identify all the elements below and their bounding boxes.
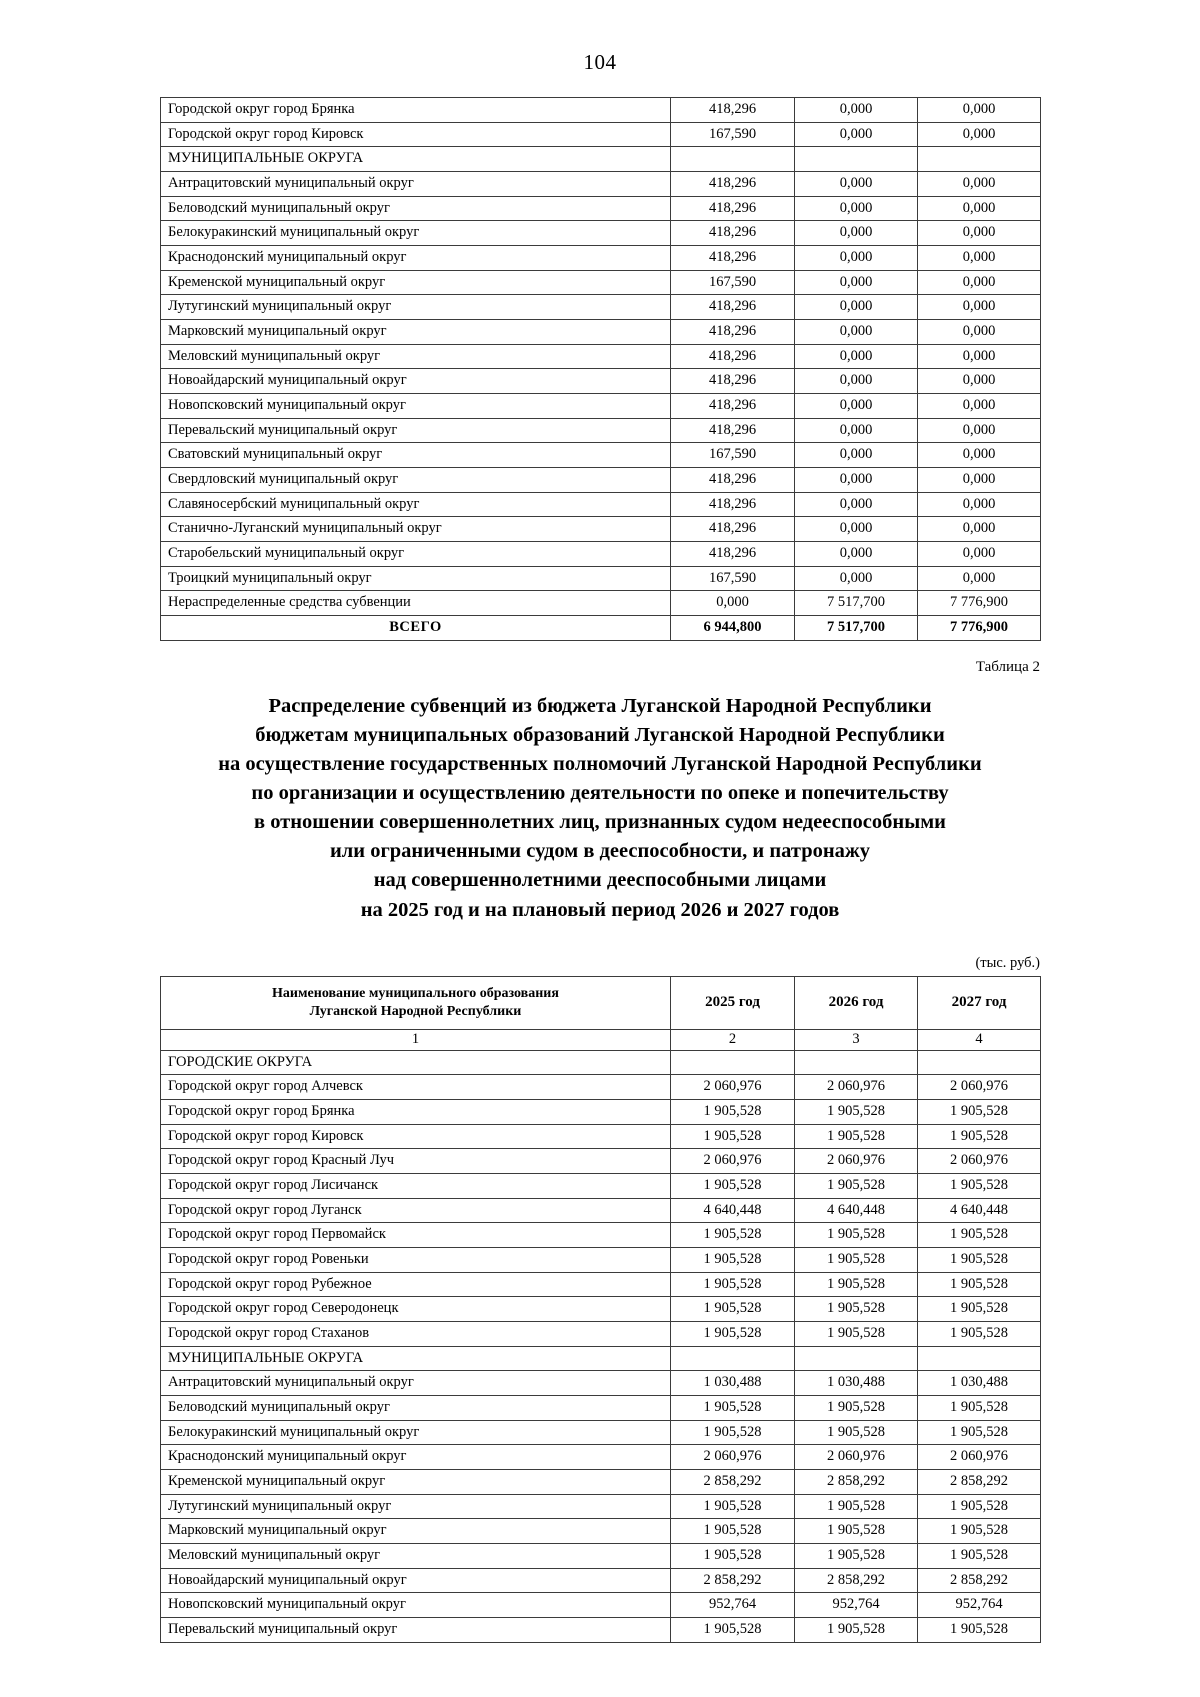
row-value-year-1: 952,764 [671,1593,795,1618]
subventions-table-2 [160,976,1041,1643]
row-value-year-3: 0,000 [918,394,1041,419]
table-2-label: Таблица 2 [975,658,1040,675]
row-value-year-1: 418,296 [671,468,795,493]
table-row [161,1544,1041,1569]
table-row [161,1297,1041,1322]
row-municipality-name: Марковский муниципальный округ [161,1519,671,1544]
row-value-year-3: 2 858,292 [918,1470,1041,1495]
row-value-year-3: 0,000 [918,172,1041,197]
row-value-year-3: 0,000 [918,468,1041,493]
row-municipality-name: Городской округ город Кировск [161,1124,671,1149]
row-value-year-1: 1 905,528 [671,1297,795,1322]
table-row [161,1346,1041,1371]
row-value-year-3: 0,000 [918,270,1041,295]
row-value-year-1: 2 060,976 [671,1149,795,1174]
row-value-year-2: 0,000 [795,443,918,468]
table-row [161,492,1041,517]
row-value-year-2: 1 030,488 [795,1371,918,1396]
row-value-year-3: 0,000 [918,320,1041,345]
row-value-year-2: 1 905,528 [795,1420,918,1445]
table-row [161,295,1041,320]
row-municipality-name: Городской округ город Луганск [161,1198,671,1223]
row-value-year-2: 0,000 [795,320,918,345]
row-value-year-2: 7 517,700 [795,616,918,641]
table-row [161,1272,1041,1297]
row-value-year-1: 418,296 [671,344,795,369]
table-row [161,344,1041,369]
row-value-year-3: 0,000 [918,122,1041,147]
row-value-year-2: 952,764 [795,1593,918,1618]
row-value-year-3: 0,000 [918,566,1041,591]
row-value-year-3: 2 858,292 [918,1568,1041,1593]
row-value-year-3: 0,000 [918,542,1041,567]
row-value-year-1: 1 905,528 [671,1248,795,1273]
row-value-year-3 [918,147,1041,172]
table-row [161,270,1041,295]
row-value-year-1: 418,296 [671,542,795,567]
header-year-2027: 2027 год [918,976,1041,1029]
row-value-year-3: 1 905,528 [918,1223,1041,1248]
row-value-year-3: 1 905,528 [918,1420,1041,1445]
row-value-year-1: 418,296 [671,246,795,271]
row-value-year-3: 1 905,528 [918,1174,1041,1199]
row-value-year-3: 0,000 [918,295,1041,320]
row-value-year-1: 418,296 [671,492,795,517]
row-municipality-name: Новопсковский муниципальный округ [161,394,671,419]
row-municipality-name: Беловодский муниципальный округ [161,1396,671,1421]
row-municipality-name: ВСЕГО [161,616,671,641]
table1-container [160,97,1040,641]
row-value-year-1: 418,296 [671,418,795,443]
row-value-year-2 [795,1050,918,1075]
row-municipality-name: Городской округ город Брянка [161,98,671,123]
row-value-year-2: 0,000 [795,394,918,419]
row-value-year-3 [918,1050,1041,1075]
row-value-year-3: 0,000 [918,492,1041,517]
row-value-year-3: 1 905,528 [918,1519,1041,1544]
title-line: бюджетам муниципальных образований Луганской Народной Республики [255,723,945,746]
row-value-year-2: 2 060,976 [795,1075,918,1100]
row-value-year-2: 2 858,292 [795,1470,918,1495]
row-value-year-3: 4 640,448 [918,1198,1041,1223]
row-value-year-2: 4 640,448 [795,1198,918,1223]
table-row [161,147,1041,172]
row-value-year-1: 167,590 [671,122,795,147]
row-value-year-3: 1 905,528 [918,1494,1041,1519]
row-municipality-name: Лутугинский муниципальный округ [161,1494,671,1519]
row-value-year-1: 418,296 [671,517,795,542]
row-value-year-2: 1 905,528 [795,1223,918,1248]
row-value-year-1: 418,296 [671,320,795,345]
table-row [161,1568,1041,1593]
row-municipality-name: Свердловский муниципальный округ [161,468,671,493]
row-municipality-name: Новоайдарский муниципальный округ [161,1568,671,1593]
row-value-year-2: 2 858,292 [795,1568,918,1593]
table-row [161,369,1041,394]
table-row [161,1470,1041,1495]
row-municipality-name: Славяносербский муниципальный округ [161,492,671,517]
row-value-year-3: 7 776,900 [918,616,1041,641]
table1-body [161,98,1041,641]
page-number: 104 [583,50,617,74]
row-value-year-1: 2 060,976 [671,1075,795,1100]
table-row [161,320,1041,345]
title-line: над совершеннолетними дееспособными лицами [373,869,827,892]
row-municipality-name: Краснодонский муниципальный округ [161,1445,671,1470]
table2-colnum-row [161,1030,1041,1051]
row-value-year-1: 1 905,528 [671,1100,795,1125]
table2-header-row [161,976,1041,1029]
row-municipality-name: Старобельский муниципальный округ [161,542,671,567]
table-row [161,1371,1041,1396]
row-value-year-3: 0,000 [918,517,1041,542]
row-value-year-2: 0,000 [795,196,918,221]
row-municipality-name: МУНИЦИПАЛЬНЫЕ ОКРУГА [161,147,671,172]
row-value-year-3: 0,000 [918,418,1041,443]
row-value-year-2: 1 905,528 [795,1272,918,1297]
row-value-year-2: 1 905,528 [795,1618,918,1643]
header-year-2026: 2026 год [795,976,918,1029]
row-value-year-3: 1 905,528 [918,1248,1041,1273]
title-line: на 2025 год и на плановый период 2026 и 2027 годов [360,898,840,921]
row-value-year-2: 0,000 [795,295,918,320]
row-municipality-name: Городской округ город Красный Луч [161,1149,671,1174]
row-value-year-1: 1 905,528 [671,1420,795,1445]
row-municipality-name: Станично-Луганский муниципальный округ [161,517,671,542]
row-value-year-1: 1 030,488 [671,1371,795,1396]
row-value-year-2: 2 060,976 [795,1445,918,1470]
row-value-year-2: 1 905,528 [795,1519,918,1544]
row-municipality-name: Новоайдарский муниципальный округ [161,369,671,394]
row-municipality-name: Городской округ город Кировск [161,122,671,147]
table-row [161,1100,1041,1125]
row-value-year-1: 418,296 [671,172,795,197]
colnum-4: 4 [918,1030,1041,1051]
row-value-year-3: 0,000 [918,344,1041,369]
colnum-1: 1 [161,1030,671,1051]
row-value-year-1: 167,590 [671,270,795,295]
row-value-year-2: 0,000 [795,566,918,591]
row-value-year-3: 2 060,976 [918,1445,1041,1470]
table-row [161,1396,1041,1421]
table-row [161,1198,1041,1223]
row-value-year-2: 1 905,528 [795,1544,918,1569]
row-municipality-name: Троицкий муниципальный округ [161,566,671,591]
row-municipality-name: Лутугинский муниципальный округ [161,295,671,320]
row-municipality-name: Городской округ город Северодонецк [161,1297,671,1322]
row-value-year-2: 0,000 [795,492,918,517]
row-value-year-1: 2 858,292 [671,1568,795,1593]
table-row [161,591,1041,616]
row-value-year-2: 0,000 [795,221,918,246]
row-value-year-3 [918,1346,1041,1371]
row-municipality-name: Белокуракинский муниципальный округ [161,1420,671,1445]
row-value-year-3: 0,000 [918,196,1041,221]
row-municipality-name: Меловский муниципальный округ [161,1544,671,1569]
row-value-year-1: 1 905,528 [671,1272,795,1297]
row-value-year-1: 418,296 [671,394,795,419]
row-municipality-name: Белокуракинский муниципальный округ [161,221,671,246]
title-line: по организации и осуществлению деятельности по опеке и попечительству [251,782,949,805]
row-municipality-name: Городской округ город Стаханов [161,1322,671,1347]
row-value-year-1 [671,1346,795,1371]
row-municipality-name: Кременской муниципальный округ [161,1470,671,1495]
row-value-year-2: 0,000 [795,344,918,369]
row-value-year-3: 2 060,976 [918,1149,1041,1174]
row-value-year-1: 1 905,528 [671,1396,795,1421]
row-municipality-name: Марковский муниципальный округ [161,320,671,345]
row-municipality-name: Городской округ город Рубежное [161,1272,671,1297]
row-value-year-1: 167,590 [671,443,795,468]
row-value-year-1: 167,590 [671,566,795,591]
row-value-year-2: 1 905,528 [795,1100,918,1125]
row-municipality-name: МУНИЦИПАЛЬНЫЕ ОКРУГА [161,1346,671,1371]
title-line: в отношении совершеннолетних лиц, признанных судом недееспособными [254,811,946,834]
row-value-year-3: 952,764 [918,1593,1041,1618]
row-municipality-name: ГОРОДСКИЕ ОКРУГА [161,1050,671,1075]
row-municipality-name: Кременской муниципальный округ [161,270,671,295]
row-value-year-1: 1 905,528 [671,1322,795,1347]
row-value-year-1: 418,296 [671,295,795,320]
row-value-year-3: 0,000 [918,443,1041,468]
row-value-year-2: 0,000 [795,172,918,197]
row-value-year-1: 1 905,528 [671,1223,795,1248]
row-value-year-2 [795,1346,918,1371]
title-line: на осуществление государственных полномочий Луганской Народной Республики [218,753,982,775]
row-value-year-1: 1 905,528 [671,1124,795,1149]
row-value-year-2: 1 905,528 [795,1297,918,1322]
row-municipality-name: Краснодонский муниципальный округ [161,246,671,271]
row-value-year-3: 1 905,528 [918,1297,1041,1322]
table-row [161,542,1041,567]
row-municipality-name: Новопсковский муниципальный округ [161,1593,671,1618]
table-row [161,1494,1041,1519]
row-value-year-1: 1 905,528 [671,1544,795,1569]
row-value-year-3: 0,000 [918,98,1041,123]
row-municipality-name: Городской округ город Брянка [161,1100,671,1125]
table-row [161,1519,1041,1544]
table-row [161,517,1041,542]
row-value-year-1: 418,296 [671,196,795,221]
colnum-3: 3 [795,1030,918,1051]
row-municipality-name: Нераспределенные средства субвенции [161,591,671,616]
row-value-year-2: 0,000 [795,270,918,295]
table-row [161,1593,1041,1618]
row-value-year-2 [795,147,918,172]
row-value-year-1: 418,296 [671,221,795,246]
row-value-year-2: 0,000 [795,246,918,271]
row-value-year-2: 1 905,528 [795,1248,918,1273]
table-row [161,443,1041,468]
header-year-2025: 2025 год [671,976,795,1029]
row-value-year-2: 0,000 [795,517,918,542]
row-municipality-name: Сватовский муниципальный округ [161,443,671,468]
header-municipality-name [161,976,671,1029]
table2-body [161,1050,1041,1642]
row-value-year-1: 1 905,528 [671,1174,795,1199]
table-row [161,172,1041,197]
table-row [161,616,1041,641]
row-value-year-3: 1 905,528 [918,1618,1041,1643]
row-value-year-3: 2 060,976 [918,1075,1041,1100]
table-row [161,1445,1041,1470]
row-municipality-name: Перевальский муниципальный округ [161,418,671,443]
row-value-year-3: 1 030,488 [918,1371,1041,1396]
row-value-year-1: 1 905,528 [671,1618,795,1643]
row-municipality-name: Городской округ город Алчевск [161,1075,671,1100]
row-municipality-name: Меловский муниципальный округ [161,344,671,369]
title-line: Распределение субвенций из бюджета Луганской Народной Республики [268,694,932,717]
row-municipality-name: Городской округ город Ровеньки [161,1248,671,1273]
table-row [161,394,1041,419]
header-name-line2: Луганской Народной Республики [309,1003,522,1019]
row-value-year-2: 0,000 [795,542,918,567]
table-row [161,1223,1041,1248]
table-row [161,468,1041,493]
table-row [161,1420,1041,1445]
row-value-year-1: 418,296 [671,98,795,123]
row-value-year-2: 1 905,528 [795,1396,918,1421]
row-value-year-3: 1 905,528 [918,1100,1041,1125]
table-row [161,1050,1041,1075]
table-row [161,1618,1041,1643]
row-value-year-2: 1 905,528 [795,1124,918,1149]
row-value-year-2: 1 905,528 [795,1174,918,1199]
row-value-year-2: 0,000 [795,369,918,394]
header-name-line1: Наименование муниципального образования [272,985,559,1001]
row-value-year-2: 0,000 [795,418,918,443]
title-line: или ограниченными судом в дееспособности, и патронажу [329,840,871,863]
table-row [161,122,1041,147]
row-municipality-name: Антрацитовский муниципальный округ [161,172,671,197]
table-row [161,246,1041,271]
row-value-year-3: 1 905,528 [918,1272,1041,1297]
subventions-table-1 [160,97,1041,641]
table-row [161,566,1041,591]
table-row [161,1248,1041,1273]
row-value-year-2: 1 905,528 [795,1494,918,1519]
table2-title [160,682,1040,929]
row-value-year-1: 2 060,976 [671,1445,795,1470]
table-row [161,98,1041,123]
row-value-year-3: 0,000 [918,246,1041,271]
table-row [161,221,1041,246]
row-value-year-3: 1 905,528 [918,1544,1041,1569]
row-value-year-1: 0,000 [671,591,795,616]
row-municipality-name: Перевальский муниципальный округ [161,1618,671,1643]
table2-head [161,976,1041,1050]
row-value-year-3: 0,000 [918,221,1041,246]
table-row [161,196,1041,221]
table-row [161,1322,1041,1347]
table2-container [160,976,1040,1643]
row-value-year-2: 1 905,528 [795,1322,918,1347]
table-row [161,1075,1041,1100]
row-value-year-2: 2 060,976 [795,1149,918,1174]
row-value-year-1: 418,296 [671,369,795,394]
colnum-2: 2 [671,1030,795,1051]
table-row [161,1124,1041,1149]
row-municipality-name: Беловодский муниципальный округ [161,196,671,221]
row-value-year-3: 7 776,900 [918,591,1041,616]
row-value-year-1: 1 905,528 [671,1519,795,1544]
row-value-year-1 [671,147,795,172]
row-value-year-1: 6 944,800 [671,616,795,641]
row-value-year-2: 7 517,700 [795,591,918,616]
row-value-year-2: 0,000 [795,468,918,493]
row-municipality-name: Антрацитовский муниципальный округ [161,1371,671,1396]
row-value-year-2: 0,000 [795,98,918,123]
table-row [161,1174,1041,1199]
row-value-year-3: 1 905,528 [918,1396,1041,1421]
row-municipality-name: Городской округ город Первомайск [161,1223,671,1248]
row-value-year-1: 4 640,448 [671,1198,795,1223]
table-row [161,418,1041,443]
row-value-year-2: 0,000 [795,122,918,147]
units-label: (тыс. руб.) [975,954,1040,971]
table-row [161,1149,1041,1174]
row-value-year-3: 1 905,528 [918,1322,1041,1347]
row-municipality-name: Городской округ город Лисичанск [161,1174,671,1199]
row-value-year-3: 0,000 [918,369,1041,394]
row-value-year-1: 2 858,292 [671,1470,795,1495]
row-value-year-1: 1 905,528 [671,1494,795,1519]
row-value-year-1 [671,1050,795,1075]
row-value-year-3: 1 905,528 [918,1124,1041,1149]
